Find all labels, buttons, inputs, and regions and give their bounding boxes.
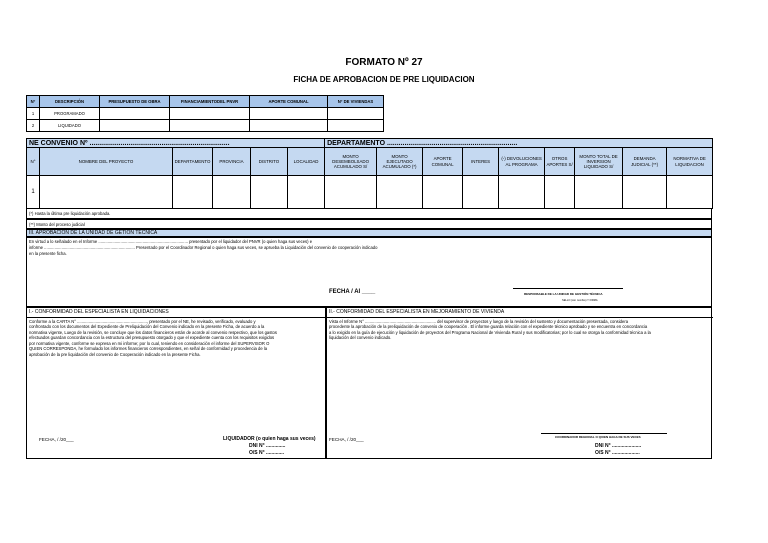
main-col-header: NORMATIVA DE LIQUIDACION — [667, 148, 713, 176]
note-1-box — [26, 208, 712, 219]
main-cell[interactable] — [463, 176, 499, 209]
liquidaciones-section — [26, 307, 326, 459]
main-col-header: DEMANDA JUDICIAL (**) — [623, 148, 667, 176]
liquidador-label: LIQUIDADOR (o quien haga sus veces) — [223, 436, 316, 442]
main-row-marker: 1 — [27, 176, 40, 209]
vivienda-body-line: liquidación del convenio indicado. — [329, 335, 392, 341]
summary-col-header: APORTE COMUNAL — [250, 96, 328, 108]
main-bar-row — [27, 139, 713, 148]
summary-row — [27, 120, 384, 132]
summary-cell[interactable] — [100, 120, 170, 132]
vivienda-body-line: a lo exigido en la guía de ejecución y liquidación de proyectos del Programa Nacional de Vivienda Rural y sus modificatorias; por lo cual se otorga la conformidad técnica a la — [329, 329, 651, 335]
coordinador-dni[interactable]: DNI N° ..................... — [595, 443, 642, 449]
liquidaciones-date[interactable]: FECHA, / /20___ — [39, 437, 74, 442]
approval-text-line-1: En virtud a lo señalado en el Informe ............................................................................. presentado por el liquidador del PNVR (o quien haga sus veces) e — [29, 239, 313, 244]
vivienda-body — [329, 319, 711, 341]
main-col-header: NOMBRE DEL PROYECTO — [40, 148, 173, 176]
summary-table — [26, 95, 384, 132]
summary-cell[interactable] — [328, 120, 384, 132]
liquidaciones-body-line: confrontado con los documentos del Expediente de Preliquidación del Convenio indicado en la presente Ficha, de acuerdo a la — [29, 324, 265, 330]
main-col-header: DEPARTAMENTO — [173, 148, 213, 176]
liquidaciones-body-line: efectuados guardan concordancia con la estructura del presupuesto otorgado y que el expediente cuenta con los requisitos exigidos — [29, 335, 275, 341]
vivienda-body-line: procedente la aprobación de la preliquidación de convenio de cooperación . El informe guarda relación con el expediente técnico aprobado y se encuentra en concordancia — [329, 324, 648, 330]
note-2: (**) Monto del proceso judicial — [29, 222, 85, 227]
main-cell[interactable] — [377, 176, 423, 209]
main-cell[interactable] — [40, 176, 173, 209]
note-2-box — [26, 219, 712, 229]
main-cell[interactable] — [499, 176, 545, 209]
main-cell[interactable] — [251, 176, 288, 209]
main-col-header: MONTO EJECUTADO ACUMULADO (*) — [377, 148, 423, 176]
summary-row-description: LIQUIDADO — [40, 120, 100, 132]
summary-col-header: FINANCIAMIENTODEL PNVR — [170, 96, 250, 108]
liquidaciones-body-line: normativa vigente, Luego de la revisión, se concluye que los datos financieros están de acorde al convenio respectivo, que los gastos — [29, 329, 277, 335]
summary-header-row — [27, 96, 384, 108]
liquidaciones-body-line: por normativa vigente, conforme se expresa en mi informe; por lo cual, teniendo en consideración el informe del SUPERVISOR O — [29, 340, 270, 346]
approval-sello: SELLO (con nombre) Y FIRMA — [562, 299, 598, 302]
departamento-label: DEPARTAMENTO ................................................................... — [325, 139, 713, 148]
summary-row-description: PROGRAMADO — [40, 108, 100, 120]
liquidaciones-heading: I.- CONFORMIDAD DEL ESPECIALISTA EN LIQUIDACIONES — [29, 309, 169, 315]
convenio-label: NE CONVENIO Nº ........................................................................ — [27, 139, 325, 148]
approval-box — [26, 237, 712, 307]
main-col-header: PROVINCIA — [213, 148, 251, 176]
main-col-header: APORTE COMUNAL — [423, 148, 463, 176]
summary-cell[interactable] — [170, 120, 250, 132]
main-cell[interactable] — [173, 176, 213, 209]
liquidador-dni[interactable]: DNI N° .............. — [249, 443, 286, 449]
main-cell[interactable] — [288, 176, 325, 209]
summary-col-header: DESCRIPCIÓN — [40, 96, 100, 108]
main-cell[interactable] — [575, 176, 623, 209]
main-col-header: LOCALIDAD — [288, 148, 325, 176]
summary-cell[interactable] — [100, 108, 170, 120]
summary-row — [27, 108, 384, 120]
main-col-header: N° — [27, 148, 40, 176]
main-cell[interactable] — [545, 176, 575, 209]
summary-cell[interactable] — [170, 108, 250, 120]
approval-text-line-2: informe .............................................................................. Presentado por el Coordinador Regional o quien haga sus veces, se aprueba la Liquidación del convenio de cooperación indicado — [29, 245, 378, 250]
summary-col-header: PRESUPUESTO DE OBRA — [100, 96, 170, 108]
summary-row-number: 1 — [27, 108, 40, 120]
liquidaciones-body-line: aprobación de la pre liquidación del convenio de Cooperación indicado en la presente Ficha. — [29, 351, 201, 357]
liquidaciones-body-line: Conforme a la CARTA N° ............................................................, presentado por el NE, he revisado, verificado, evaluado y — [29, 319, 256, 324]
summary-cell[interactable] — [250, 120, 328, 132]
main-cell[interactable] — [423, 176, 463, 209]
vivienda-section — [326, 307, 712, 459]
note-1: (*) Hasta la última pre liquidación aprobada. — [29, 211, 111, 216]
main-col-header: MONTO TOTAL DE INVERSION LIQUIDADO S/ — [575, 148, 623, 176]
vivienda-heading: II.- CONFORMIDAD DEL ESPECIALISTA EN MEJORAMIENTO DE VIVIENDA — [329, 309, 505, 315]
approval-responsable: RESPONSABLE DE LA UNIDAD DE GESTIÓN TÉCNICA — [524, 292, 603, 296]
coordinador-label: COORDINADOR REGIONAL O QUIEN HAGA DE SUS VECES — [555, 435, 641, 439]
coordinador-signature-line — [541, 433, 667, 434]
main-col-header: INTERES — [463, 148, 499, 176]
summary-row-number: 2 — [27, 120, 40, 132]
liquidaciones-body-line: QUIEN CORRESPONDA, he formulado los informes financieros correspondientes, en señal de conformidad y procedencia de la — [29, 346, 268, 352]
summary-cell[interactable] — [250, 108, 328, 120]
approval-heading: III. APROBACION DE LA UNIDAD DE GETIÓN TÉCNICA — [26, 229, 712, 237]
main-header-row — [27, 148, 713, 176]
main-col-header: (-) DEVOLUCIONES AL PROGRAMA — [499, 148, 545, 176]
approval-text-line-3: en la presente ficha. — [29, 251, 67, 256]
main-cell[interactable] — [213, 176, 251, 209]
main-data-row — [27, 176, 713, 209]
main-col-header: MONTO DESEMBOLSADO ACUMULADO S/ — [325, 148, 377, 176]
summary-col-header: N° DE VIVIENDAS — [328, 96, 384, 108]
summary-cell[interactable] — [328, 108, 384, 120]
liquidaciones-body — [29, 319, 325, 357]
main-cell[interactable] — [667, 176, 713, 209]
summary-col-header: N° — [27, 96, 40, 108]
liquidador-os[interactable]: O/S N° ............. — [249, 450, 285, 456]
main-col-header: DISTRITO — [251, 148, 288, 176]
form-subtitle: FICHA DE APROBACION DE PRE LIQUIDACION — [293, 75, 475, 84]
main-cell[interactable] — [623, 176, 667, 209]
main-table — [26, 138, 713, 209]
vivienda-date[interactable]: FECHA, / /20___ — [329, 437, 364, 442]
approval-date[interactable]: FECHA / Al ____ — [329, 289, 376, 295]
vivienda-body-line: Vista el Informe N° ............................................................. del supervisor de proyectos y luego de la revisión del sustento y documentación presentada, considera — [329, 319, 629, 324]
coordinador-os[interactable]: O/S N° .................... — [595, 450, 640, 456]
approval-signature-line — [513, 288, 623, 289]
main-cell[interactable] — [325, 176, 377, 209]
form-title: FORMATO Nº 27 — [345, 57, 423, 68]
main-col-header: OTROS APORTES S/ — [545, 148, 575, 176]
